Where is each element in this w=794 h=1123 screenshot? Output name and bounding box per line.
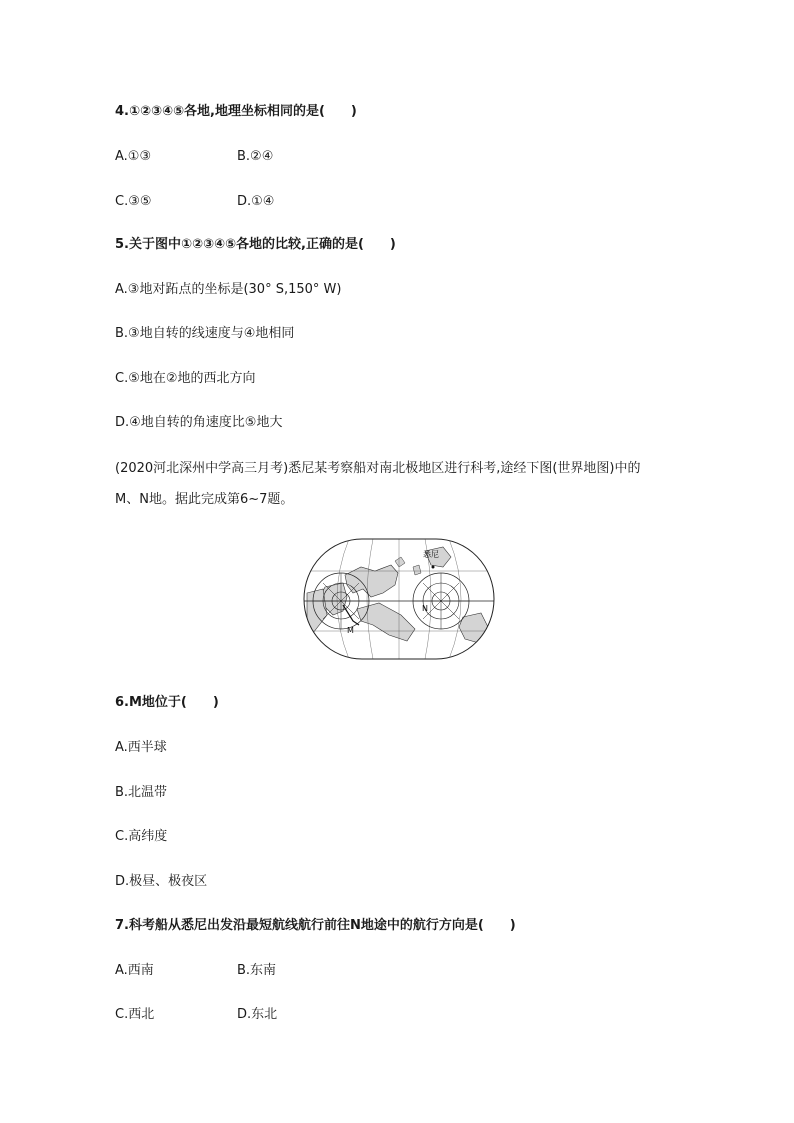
intro-line-2: M、N地。据此完成第6~7题。 (115, 492, 294, 507)
sydney-marker (432, 566, 435, 569)
q5-option-c: C.⑤地在②地的西北方向 (115, 371, 256, 386)
label-sydney: 悉尼 (423, 550, 439, 559)
q5-option-a: A.③地对跖点的坐标是(30° S,150° W) (115, 282, 342, 297)
label-n: N (422, 604, 428, 613)
q6-option-a: A.西半球 (115, 740, 167, 755)
label-m: M (347, 626, 354, 635)
q5-stem: 5.关于图中①②③④⑤各地的比较,正确的是( ) (115, 237, 396, 252)
q7-stem: 7.科考船从悉尼出发沿最短航线航行前往N地途中的航行方向是( ) (115, 918, 516, 933)
polar-view-m (313, 573, 369, 629)
q4-option-b: B.②④ (237, 149, 274, 164)
map-body (303, 537, 495, 661)
q5-option-d: D.④地自转的角速度比⑤地大 (115, 415, 283, 430)
q7-option-b: B.东南 (237, 963, 277, 978)
q4-stem: 4.①②③④⑤各地,地理坐标相同的是( ) (115, 104, 357, 119)
q6-option-b: B.北温带 (115, 785, 168, 800)
q6-option-d: D.极昼、极夜区 (115, 874, 208, 889)
q4-option-a: A.①③ (115, 149, 152, 164)
world-map-figure (303, 537, 495, 661)
q4-option-c: C.③⑤ (115, 194, 152, 209)
q7-option-a: A.西南 (115, 963, 154, 978)
q6-stem: 6.M地位于( ) (115, 695, 219, 710)
intro-line-1: (2020河北深州中学高三月考)悉尼某考察船对南北极地区进行科考,途经下图(世界地图)中的 (115, 461, 641, 476)
q7-option-d: D.东北 (237, 1007, 278, 1022)
q5-option-b: B.③地自转的线速度与④地相同 (115, 326, 295, 341)
polar-view-n (413, 573, 469, 629)
q4-option-d: D.①④ (237, 194, 275, 209)
q6-option-c: C.高纬度 (115, 829, 168, 844)
q7-option-c: C.西北 (115, 1007, 155, 1022)
